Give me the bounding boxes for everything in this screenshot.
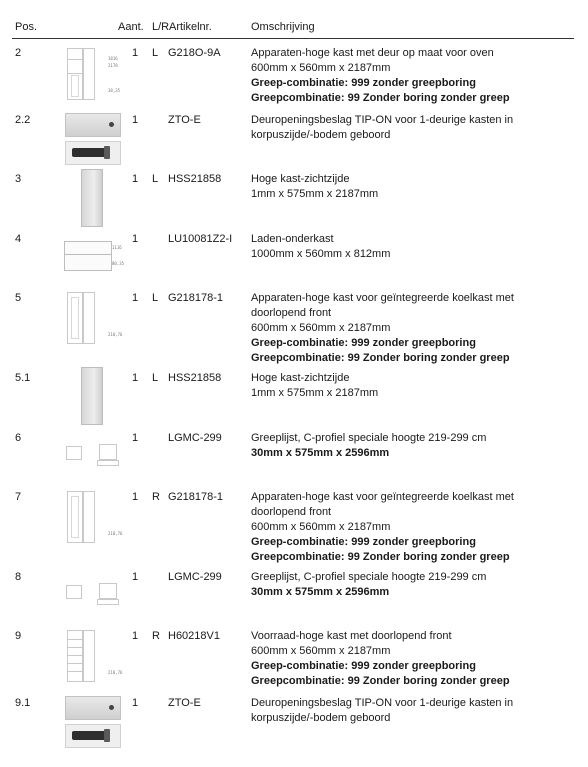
row-position: 9.1 [15, 697, 31, 709]
row-position: 9 [15, 630, 22, 642]
description-line-bold: 30mm x 575mm x 2596mm [251, 586, 390, 598]
shelf-line [68, 639, 82, 640]
tip-on-fitting-closeup-icon [65, 724, 121, 748]
description-line-bold: Greep-combinatie: 999 zonder greepboring [251, 337, 476, 349]
description-line: 600mm x 560mm x 2187mm [251, 521, 391, 533]
row-article-number: HSS21858 [168, 173, 222, 185]
row-left-right: L [152, 292, 159, 304]
c-profile-section-icon [99, 444, 117, 460]
description-line: Deuropeningsbeslag TIP-ON voor 1-deurige kasten in [251, 697, 514, 709]
description-line: Hoge kast-zichtzijde [251, 173, 350, 185]
row-quantity: 1 [132, 114, 139, 126]
dimension-label: 2178 [108, 63, 118, 68]
fitting-pin [109, 705, 114, 710]
description-line: Apparaten-hoge kast voor geïntegreerde koelkast met [251, 491, 514, 503]
tip-on-fitting-closeup-icon [65, 141, 121, 165]
dimension-label: 38,35 [108, 88, 121, 93]
header-divider [12, 38, 574, 39]
description-line: Greeplijst, C-profiel speciale hoogte 219-299 cm [251, 432, 487, 444]
row-quantity: 1 [132, 571, 139, 583]
row-position: 2 [15, 47, 22, 59]
table-header [0, 0, 588, 38]
shelf-line [68, 663, 82, 664]
row-description [251, 490, 514, 565]
shelf-line [68, 655, 82, 656]
cabinet-side-icon [83, 491, 95, 543]
row-description [251, 431, 486, 461]
row-quantity: 1 [132, 233, 139, 245]
cabinet-side-icon [83, 48, 95, 100]
row-quantity: 1 [132, 173, 139, 185]
side-panel-icon [81, 169, 103, 227]
row-quantity: 1 [132, 630, 139, 642]
dimension-label: 218,76 [108, 670, 123, 675]
row-quantity: 1 [132, 292, 139, 304]
dimension-label: 218,76 [108, 332, 123, 337]
row-article-number: LU10081Z2-I [168, 233, 233, 245]
fitting-cap [104, 729, 110, 742]
description-line: Deuropeningsbeslag TIP-ON voor 1-deurige kasten in [251, 114, 514, 126]
row-position: 5 [15, 292, 22, 304]
fitting-body [72, 731, 106, 740]
row-position: 2.2 [15, 114, 31, 126]
header-article: Artikelnr. [169, 21, 212, 33]
row-article-number: G218178-1 [168, 292, 224, 304]
c-profile-section-icon [99, 583, 117, 599]
row-article-number: HSS21858 [168, 372, 222, 384]
tip-on-fitting-icon [65, 696, 121, 720]
row-description [251, 696, 513, 726]
description-line: 1000mm x 560mm x 812mm [251, 248, 391, 260]
row-quantity: 1 [132, 697, 139, 709]
row-article-number: G218178-1 [168, 491, 224, 503]
cabinet-inner [71, 496, 79, 538]
row-left-right: L [152, 372, 159, 384]
c-profile-base-icon [97, 599, 119, 605]
description-line-bold: Greep-combinatie: 999 zonder greepboring [251, 536, 476, 548]
row-quantity: 1 [132, 432, 139, 444]
row-article-number: LGMC-299 [168, 571, 222, 583]
c-profile-icon [66, 446, 82, 460]
drawer-unit-icon [64, 241, 112, 271]
cabinet-drawing-icon [67, 48, 83, 100]
header-description: Omschrijving [251, 21, 315, 33]
cabinet-drawing-icon [67, 630, 83, 682]
row-article-number: H60218V1 [168, 630, 220, 642]
description-line-bold: Greep-combinatie: 999 zonder greepboring [251, 660, 476, 672]
row-position: 4 [15, 233, 22, 245]
cabinet-drawing-icon [67, 292, 83, 344]
c-profile-icon [66, 585, 82, 599]
dimension-label: 1816 [108, 56, 118, 61]
description-line: 600mm x 560mm x 2187mm [251, 645, 391, 657]
cabinet-divider [68, 59, 82, 60]
fitting-pin [109, 122, 114, 127]
cabinet-side-icon [83, 630, 95, 682]
row-position: 8 [15, 571, 22, 583]
header-pos: Pos. [15, 21, 38, 33]
cabinet-divider [68, 73, 82, 74]
row-position: 7 [15, 491, 22, 503]
row-position: 3 [15, 173, 22, 185]
shelf-line [68, 647, 82, 648]
row-article-number: LGMC-299 [168, 432, 222, 444]
row-article-number: ZTO-E [168, 114, 201, 126]
description-line-bold: Greepcombinatie: 99 Zonder boring zonder greep [251, 551, 510, 563]
shelf-line [68, 671, 82, 672]
description-line-bold: Greepcombinatie: 99 Zonder boring zonder greep [251, 675, 510, 687]
description-line: Apparaten-hoge kast met deur op maat voor oven [251, 47, 494, 59]
header-lr: L/R [152, 21, 170, 33]
description-line: korpuszijde/-bodem geboord [251, 712, 391, 724]
row-description [251, 629, 510, 689]
row-description [251, 570, 486, 600]
row-description [251, 172, 378, 202]
c-profile-base-icon [97, 460, 119, 466]
drawer-front-line [65, 254, 111, 255]
description-line: korpuszijde/-bodem geboord [251, 129, 391, 141]
tip-on-fitting-icon [65, 113, 121, 137]
cabinet-door [71, 75, 79, 97]
description-line: 600mm x 560mm x 2187mm [251, 322, 391, 334]
side-panel-icon [81, 367, 103, 425]
row-left-right: R [152, 491, 160, 503]
dimension-label: 80,35 [112, 261, 125, 266]
row-description [251, 291, 514, 366]
description-line: Apparaten-hoge kast voor geïntegreerde koelkast met [251, 292, 514, 304]
description-line: Greeplijst, C-profiel speciale hoogte 219-299 cm [251, 571, 487, 583]
row-quantity: 1 [132, 47, 139, 59]
description-line: doorlopend front [251, 506, 332, 518]
description-line: Hoge kast-zichtzijde [251, 372, 350, 384]
row-description [251, 371, 378, 401]
row-left-right: R [152, 630, 160, 642]
description-line-bold: 30mm x 575mm x 2596mm [251, 447, 390, 459]
dimension-label: 1116 [112, 245, 122, 250]
cabinet-inner [71, 297, 79, 339]
fitting-body [72, 148, 106, 157]
description-line-bold: Greepcombinatie: 99 Zonder boring zonder greep [251, 352, 510, 364]
row-left-right: L [152, 47, 159, 59]
row-position: 6 [15, 432, 22, 444]
header-qty: Aant. [118, 21, 144, 33]
row-position: 5.1 [15, 372, 31, 384]
cabinet-drawing-icon [67, 491, 83, 543]
row-description [251, 46, 510, 106]
row-quantity: 1 [132, 372, 139, 384]
description-line: Voorraad-hoge kast met doorlopend front [251, 630, 452, 642]
cabinet-side-icon [83, 292, 95, 344]
row-description [251, 113, 513, 143]
description-line-bold: Greep-combinatie: 999 zonder greepboring [251, 77, 476, 89]
description-line: Laden-onderkast [251, 233, 334, 245]
row-quantity: 1 [132, 491, 139, 503]
row-article-number: G218O-9A [168, 47, 221, 59]
description-line: 1mm x 575mm x 2187mm [251, 387, 379, 399]
row-left-right: L [152, 173, 159, 185]
description-line-bold: Greepcombinatie: 99 Zonder boring zonder greep [251, 92, 510, 104]
dimension-label: 218,76 [108, 531, 123, 536]
description-line: 1mm x 575mm x 2187mm [251, 188, 379, 200]
description-line: 600mm x 560mm x 2187mm [251, 62, 391, 74]
description-line: doorlopend front [251, 307, 332, 319]
row-description [251, 232, 390, 262]
fitting-cap [104, 146, 110, 159]
row-article-number: ZTO-E [168, 697, 201, 709]
